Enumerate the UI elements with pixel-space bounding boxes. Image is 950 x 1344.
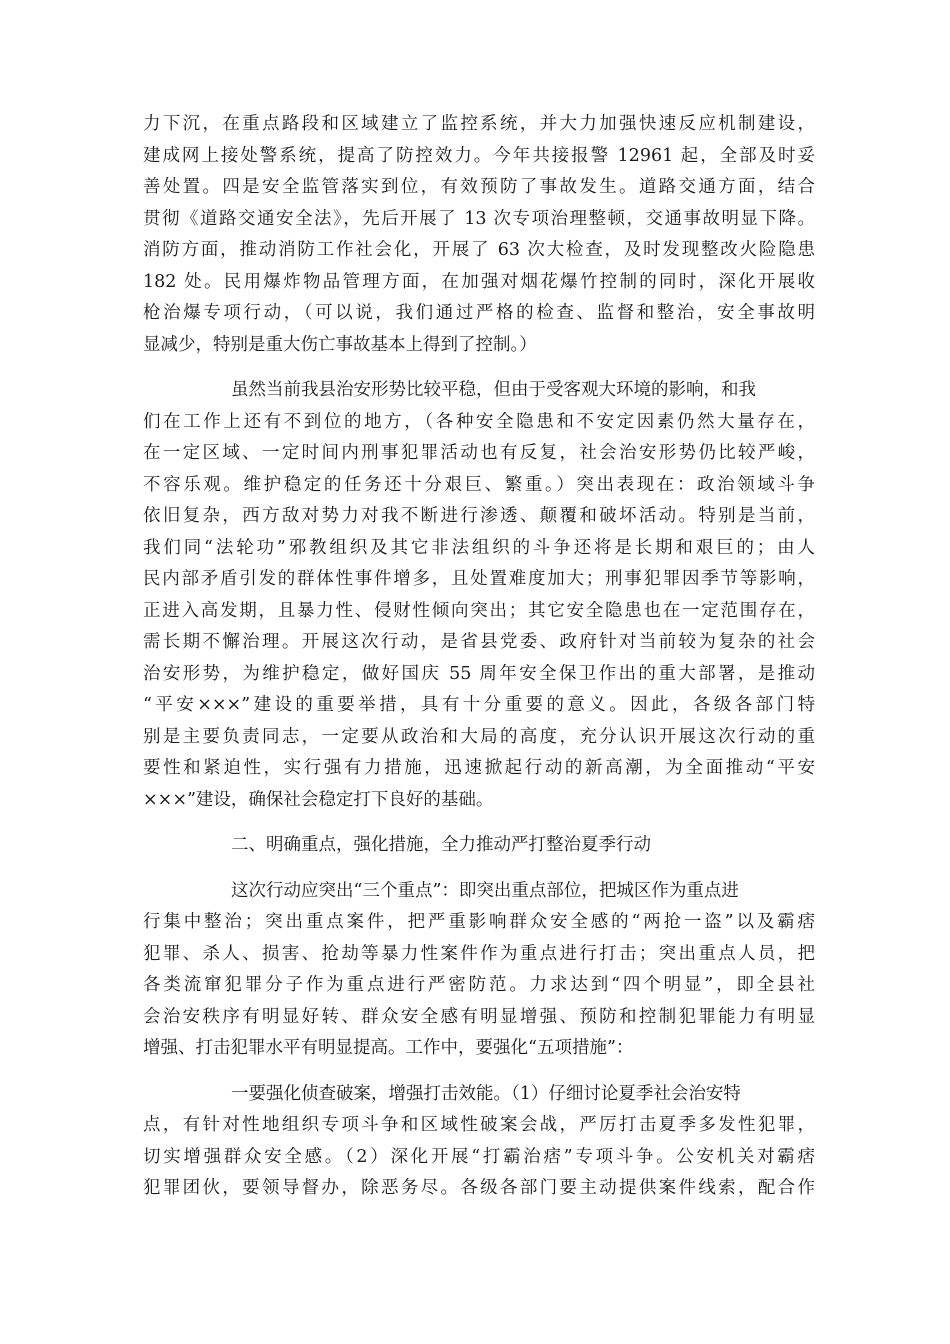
text-line: 182 处。民用爆炸物品管理方面，在加强对烟花爆竹控制的同时，深化开展收 [143,271,815,292]
text-line: 犯罪团伙，要领导督办，除恶务尽。各级各部门要主动提供案件线索，配合作 [143,1178,815,1198]
text-line: 虽然当前我县治安形势比较平稳，但由于受客观大环境的影响，和我 [231,380,756,400]
text-line: 这次行动应突出“三个重点”：即突出重点部位，把城区作为重点进 [231,880,739,901]
text-line: 消防方面，推动消防工作社会化，开展了 63 次大检查，及时发现整改火险隐患 [143,240,815,260]
text-line: 行集中整治；突出重点案件，把严重影响群众安全感的“两抢一盗”以及霸痞 [143,912,815,932]
text-line: 切实增强群众安全感。（2）深化开展“打霸治痞”专项斗争。公安机关对霸痞 [143,1146,815,1167]
text-line: 各类流窜犯罪分子作为重点进行严密防范。力求达到“四个明显”，即全县社 [143,975,815,995]
text-line: 枪治爆专项行动，（可以说，我们通过严格的检查、监督和整治，安全事故明 [143,303,815,323]
document-body [143,109,815,1205]
text-line: 正进入高发期，且暴力性、侵财性倾向突出；其它安全隐患也在一定范围存在， [143,600,815,621]
text-line: 需长期不懈治理。开展这次行动，是省县党委、政府针对当前较为复杂的社会 [143,632,815,652]
paragraph-2 [143,375,815,816]
paragraph-3 [143,876,815,1065]
text-line: 要性和紧迫性，实行强有力措施，迅速掀起行动的新高潮，为全面推动“平安 [143,758,815,778]
text-line: 点，有针对性地组织专项斗争和区域性破案会战，严厉打击夏季多发性犯罪， [143,1115,815,1135]
section-heading [143,830,815,862]
text-line: 贯彻《道路交通安全法》，先后开展了 13 次专项治理整顿，交通事故明显下降。 [143,208,815,229]
text-line: 民内部矛盾引发的群体性事件增多，且处置难度加大；刑事犯罪因季节等影响， [143,569,815,589]
paragraph-1 [143,109,815,361]
text-line: 犯罪、杀人、损害、抢劫等暴力性案件作为重点进行打击；突出重点人员，把 [143,943,815,964]
text-line: 治安形势，为维护稳定，做好国庆 55 周年安全保卫作出的重大部署，是推动 [143,663,815,684]
text-line: “平安×××”建设的重要举措，具有十分重要的意义。因此，各级各部门特 [143,695,815,715]
text-line: ×××”建设，确保社会稳定打下良好的基础。 [143,789,494,810]
text-line: 我们同“法轮功”邪教组织及其它非法组织的斗争还将是长期和艰巨的；由人 [143,537,815,558]
text-line: 不容乐观。维护稳定的任务还十分艰巨、繁重。）突出表现在：政治领域斗争 [143,474,815,495]
text-line: 增强、打击犯罪水平有明显提高。工作中，要强化“五项措施”： [143,1038,634,1058]
text-line: 依旧复杂，西方敌对势力对我不断进行渗透、颠覆和破坏活动。特别是当前， [143,506,815,526]
text-line: 力下沉，在重点路段和区域建立了监控系统，并大力加强快速反应机制建设， [143,114,815,134]
text-line: 们在工作上还有不到位的地方，（各种安全隐患和不安定因素仍然大量存在， [143,411,815,432]
text-line: 别是主要负责同志，一定要从政治和大局的高度，充分认识开展这次行动的重 [143,726,815,747]
paragraph-4 [143,1079,815,1205]
text-line: 善处置。四是安全监管落实到位，有效预防了事故发生。道路交通方面，结合 [143,177,815,197]
text-line: 在一定区域、一定时间内刑事犯罪活动也有反复，社会治安形势仍比较严峻， [143,443,815,463]
text-line: 会治安秩序有明显好转、群众安全感有明显增强、预防和控制犯罪能力有明显 [143,1006,815,1027]
text-line: 建成网上接处警系统，提高了防控效力。今年共接报警 12961 起，全部及时妥 [143,145,815,166]
section-heading-text: 二、明确重点，强化措施，全力推动严打整治夏季行动 [231,835,651,855]
text-line: 一要强化侦查破案，增强打击效能。（1）仔细讨论夏季社会治安特 [231,1083,741,1104]
text-line: 显减少，特别是重大伤亡事故基本上得到了控制。） [143,334,537,355]
